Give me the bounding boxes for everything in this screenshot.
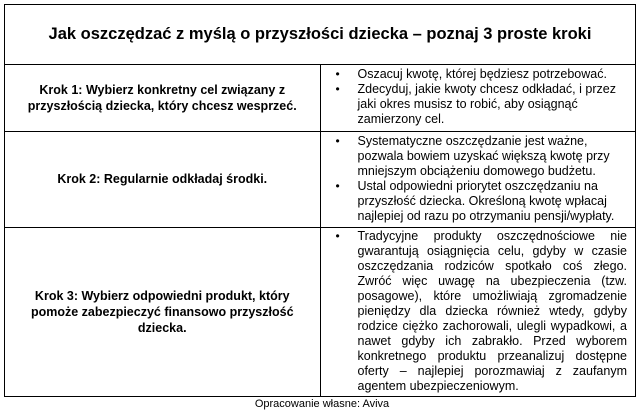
step-3-bullets bbox=[320, 227, 636, 396]
list-item: • Systematyczne oszczędzanie jest ważne, pozwala bowiem uzyskać większą kwotę przy mniejszym obciążeniu domowego budżetu. bbox=[321, 134, 628, 179]
table-title: Jak oszczędzać z myślą o przyszłości dziecka – poznaj 3 proste kroki bbox=[5, 5, 636, 65]
step-2-bullets bbox=[320, 132, 636, 227]
step-2-label: Krok 2: Regularnie odkładaj środki. bbox=[5, 132, 321, 227]
list-item: • Ustal odpowiedni priorytet oszczędzaniu na przyszłość dziecka. Określoną kwotę wpłacaj najlepiej od razu po otrzymaniu pensji/wypłaty. bbox=[321, 179, 628, 224]
table-row bbox=[5, 65, 636, 132]
step-1-bullets bbox=[320, 65, 636, 132]
table-row bbox=[5, 227, 636, 396]
list-item: • Tradycyjne produkty oszczędnościowe nie gwarantują osiągnięcia celu, gdyby w czasie oszczędzania rodziców spotkało coś złego. Zwróć więc uwagę na ubezpieczenia (tzw. posagowe), które umożliwiają zgromadzenie pieniędzy dla dziecka również wtedy, gdyby rodzice ciężko zachorowali, ulegli wypadkowi, a nawet gdyby ich zabrakło. Przed wyborem konkretnego produktu przeanalizuj dostępne oferty – najlepiej porozmawiaj z zaufanym agentem ubezpieczeniowym. bbox=[321, 229, 628, 394]
table-row bbox=[5, 132, 636, 227]
step-3-label: Krok 3: Wybierz odpowiedni produkt, który pomoże zabezpieczyć finansowo przyszłość dziecka. bbox=[5, 227, 321, 396]
steps-table bbox=[4, 4, 636, 397]
step-1-label: Krok 1: Wybierz konkretny cel związany z przyszłością dziecka, który chcesz wesprzeć. bbox=[5, 65, 321, 132]
list-item: • Zdecyduj, jakie kwoty chcesz odkładać, i przez jaki okres musisz to robić, aby osiągnąć zamierzony cel. bbox=[321, 82, 628, 127]
source-note: Opracowanie własne: Aviva bbox=[254, 398, 390, 410]
list-item: • Oszacuj kwotę, której będziesz potrzebować. bbox=[321, 67, 628, 82]
